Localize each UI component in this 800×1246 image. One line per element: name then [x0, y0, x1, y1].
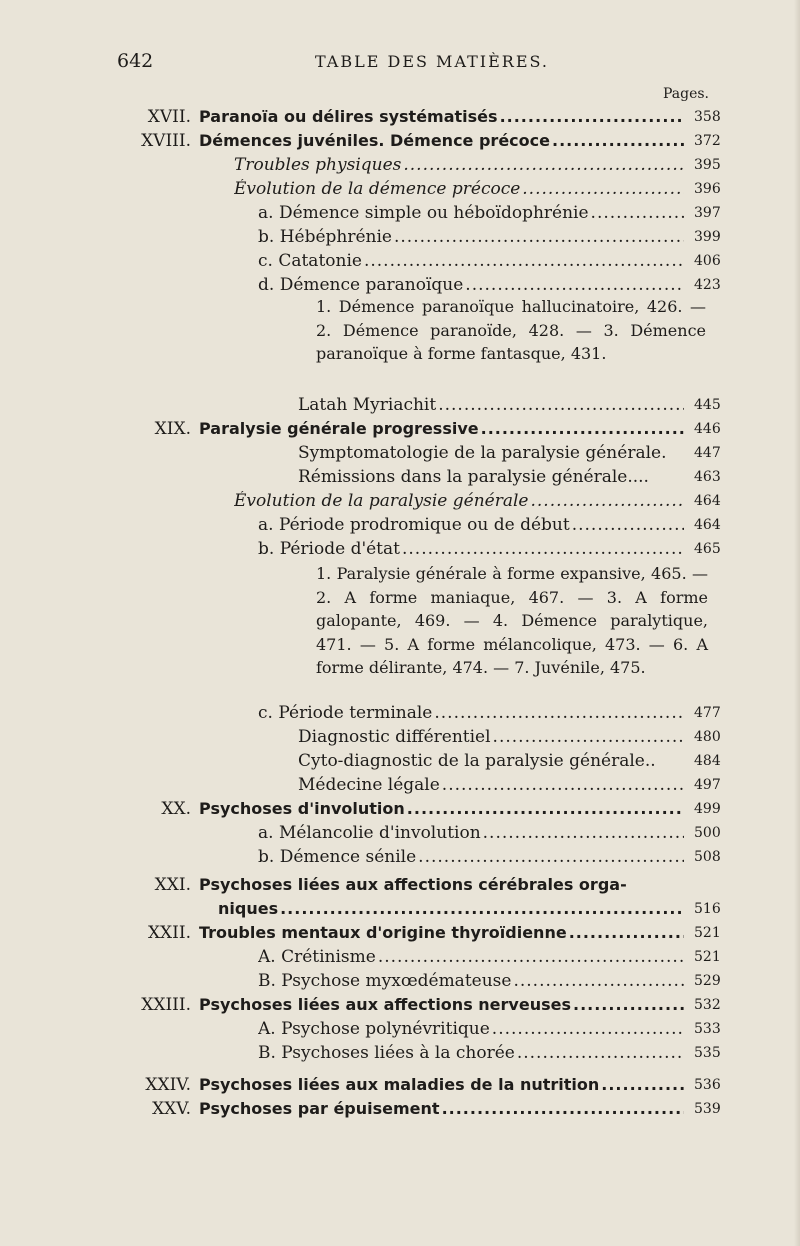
chapter-number: XXII. [147, 923, 191, 943]
entry-title: a. Période prodromique ou de début [258, 515, 570, 535]
entry-title: B. Psychoses liées à la chorée [258, 1043, 515, 1063]
dot-leader [438, 395, 684, 415]
dot-leader [492, 1019, 684, 1039]
entry-page: 406 [694, 253, 721, 269]
entry-title: c. Catatonie [258, 251, 362, 271]
toc-entry [0, 899, 800, 925]
entry-title: c. Période terminale [258, 703, 433, 723]
toc-entry [0, 775, 800, 801]
dot-leader [569, 923, 684, 942]
entry-title: A. Psychose polynévritique [258, 1019, 490, 1039]
entry-page: 516 [694, 901, 721, 917]
toc-entry-xxv [0, 1099, 800, 1125]
toc-entry [0, 1043, 800, 1069]
entry-page: 497 [694, 777, 721, 793]
entry-page: 446 [694, 421, 721, 437]
toc-entry [0, 727, 800, 753]
toc-entry-xxii [0, 923, 800, 949]
entry-title: niques [218, 899, 279, 918]
entry-title: Psychoses d'involution [199, 799, 405, 818]
dot-leader [465, 275, 684, 295]
toc-entry [0, 751, 800, 777]
entry-page: 535 [694, 1045, 721, 1061]
entry-title: Latah Myriachit [298, 395, 437, 415]
toc-entry [0, 251, 800, 277]
entry-title: Psychoses liées aux maladies de la nutrition [199, 1075, 600, 1094]
dot-leader [378, 947, 684, 967]
dot-leader [364, 251, 684, 271]
entry-page: 399 [694, 229, 721, 245]
entry-title: Paranoïa ou délires systématisés [199, 107, 498, 126]
entry-title: b. Période d'état [258, 539, 400, 559]
entry-title: Troubles mentaux d'origine thyroïdienne [199, 923, 567, 942]
dot-leader [481, 419, 684, 438]
entry-title: Psychoses par épuisement [199, 1099, 440, 1118]
entry-page: 395 [694, 157, 721, 173]
entry-page: 521 [694, 949, 721, 965]
entry-page: 477 [694, 705, 721, 721]
toc-entry [0, 703, 800, 729]
dot-leader [517, 1043, 684, 1063]
entry-page: 508 [694, 849, 721, 865]
entry-page: 465 [694, 541, 721, 557]
dot-leader [513, 971, 684, 991]
entry-page: 536 [694, 1077, 721, 1093]
entry-page: 464 [694, 517, 721, 533]
entry-page: 358 [694, 109, 721, 125]
entry-title: Psychoses liées aux affections cérébrales orga- [199, 875, 627, 894]
entry-page: 532 [694, 997, 721, 1013]
toc-entry [0, 155, 800, 181]
entry-title: A. Crétinisme [258, 947, 376, 967]
dot-leader [434, 703, 684, 723]
toc-entry-xxiv [0, 1075, 800, 1101]
toc-entry-xxiii [0, 995, 800, 1021]
toc-entry-xvii [0, 107, 800, 133]
chapter-number: XXIV. [145, 1075, 191, 1095]
entry-page: 539 [694, 1101, 721, 1117]
entry-page: 423 [694, 277, 721, 293]
subsection-paragraph: 1. Paralysie générale à forme expansive, 465. — 2. A forme maniaque, 467. — 3. A forme galopante, 469. — 4. Démence paralytique, 471. — 5. A forme mélancolique, 473. — 6. A forme délirante, 474. — 7. Juvénile, 475. [316, 564, 708, 677]
pages-column-label: Pages. [662, 86, 709, 102]
entry-page: 499 [694, 801, 721, 817]
dot-leader [591, 203, 684, 223]
chapter-number: XXIII. [141, 995, 191, 1015]
entry-title: b. Démence sénile [258, 847, 417, 867]
entry-title: a. Démence simple ou héboïdophrénie [258, 203, 589, 223]
entry-page: 397 [694, 205, 721, 221]
entry-title: Évolution de la paralysie générale [234, 491, 529, 511]
dot-leader [403, 155, 684, 175]
entry-title: B. Psychose myxœdémateuse [258, 971, 512, 991]
dot-leader [442, 775, 684, 795]
entry-title: Médecine légale [298, 775, 440, 795]
entry-title: Rémissions dans la paralysie générale.... [298, 467, 649, 487]
dot-leader [522, 179, 684, 199]
entry-page: 529 [694, 973, 721, 989]
dot-leader [394, 227, 684, 247]
dot-leader [418, 847, 684, 867]
entry-page: 521 [694, 925, 721, 941]
dot-leader [483, 823, 684, 843]
dot-leader [500, 107, 684, 126]
toc-entry [0, 203, 800, 229]
dot-leader [530, 491, 684, 511]
entry-page: 445 [694, 397, 721, 413]
toc-entry [0, 971, 800, 997]
entry-page: 396 [694, 181, 721, 197]
entry-page: 447 [694, 445, 721, 461]
entry-title: Troubles physiques [234, 155, 402, 175]
toc-entry [0, 443, 800, 469]
dot-leader [572, 515, 684, 535]
entry-page: 372 [694, 133, 721, 149]
toc-entry [0, 395, 800, 421]
toc-entry-xxi [0, 875, 800, 901]
running-header [117, 50, 707, 80]
entry-page: 533 [694, 1021, 721, 1037]
toc-entry [0, 179, 800, 205]
toc-entry [0, 515, 800, 541]
entry-page: 463 [694, 469, 721, 485]
toc-entry [0, 947, 800, 973]
toc-entry [0, 491, 800, 517]
entry-title: Psychoses liées aux affections nerveuses [199, 995, 571, 1014]
entry-page: 484 [694, 753, 721, 769]
entry-page: 480 [694, 729, 721, 745]
toc-entry [0, 823, 800, 849]
chapter-number: XXI. [154, 875, 191, 895]
toc-entry [0, 467, 800, 493]
dot-leader [407, 799, 684, 818]
toc-entry [0, 1019, 800, 1045]
dot-leader [402, 539, 684, 559]
entry-page: 500 [694, 825, 721, 841]
page-number: 642 [117, 50, 154, 72]
chapter-number: XIX. [154, 419, 191, 439]
dot-leader [442, 1099, 684, 1118]
entry-title: Paralysie générale progressive [199, 419, 479, 438]
chapter-number: XVIII. [141, 131, 191, 151]
dot-leader [552, 131, 684, 150]
entry-title: d. Démence paranoïque [258, 275, 464, 295]
entry-title: b. Hébéphrénie [258, 227, 392, 247]
entry-title: Symptomatologie de la paralysie générale. [298, 443, 667, 463]
dot-leader [601, 1075, 684, 1094]
toc-entry-xix [0, 419, 800, 445]
dot-leader [493, 727, 684, 747]
toc-entry [0, 847, 800, 873]
entry-title: Cyto-diagnostic de la paralysie générale.. [298, 751, 656, 771]
subsection-paragraph: 1. Démence paranoïque hallucinatoire, 426. — 2. Démence paranoïde, 428. — 3. Démence paranoïque à forme fantasque, 431. [316, 297, 706, 364]
chapter-number: XX. [161, 799, 191, 819]
page-title: TABLE DES MATIÈRES. [315, 52, 549, 71]
toc-entry-xviii [0, 131, 800, 157]
toc-entry [0, 227, 800, 253]
entry-title: Diagnostic différentiel [298, 727, 491, 747]
entry-title: Évolution de la démence précoce [234, 179, 521, 199]
entry-title: a. Mélancolie d'involution [258, 823, 481, 843]
entry-title: Démences juvéniles. Démence précoce [199, 131, 550, 150]
entry-page: 464 [694, 493, 721, 509]
chapter-number: XXV. [152, 1099, 191, 1119]
dot-leader [573, 995, 684, 1014]
toc-entry-xx [0, 799, 800, 825]
chapter-number: XVII. [147, 107, 191, 127]
dot-leader [280, 899, 684, 918]
